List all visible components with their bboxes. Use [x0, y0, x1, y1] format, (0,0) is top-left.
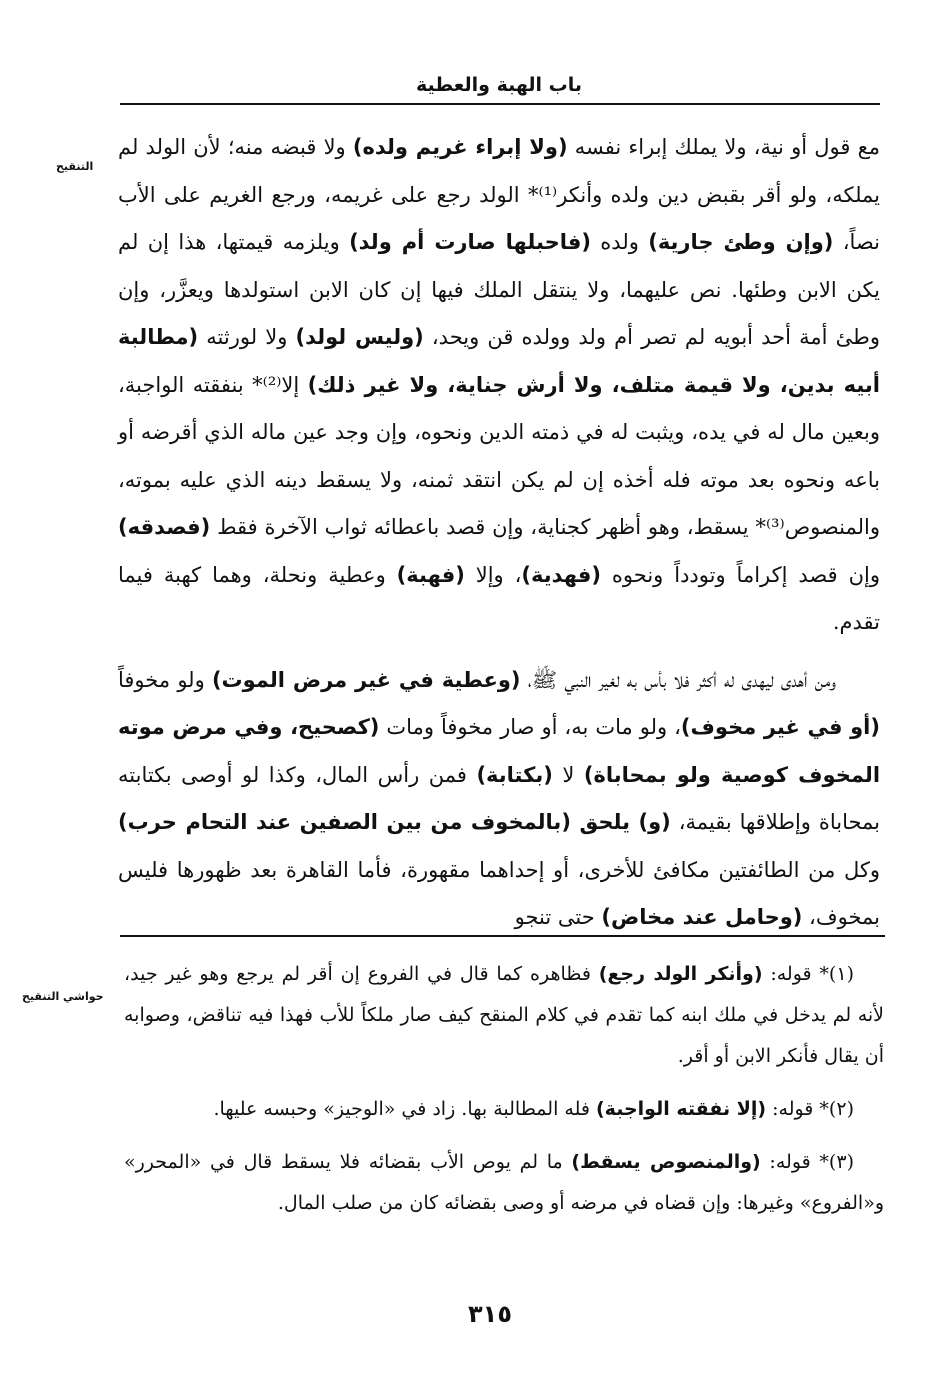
bold-text-run: (و) يلحق (بالمخوف من بين الصفين عند التحام حرب)	[118, 810, 671, 834]
text-run: (٢)* قوله:	[766, 1098, 854, 1120]
margin-label-notes: حواشي التنقيح	[22, 990, 104, 1003]
text-run: ومن أهدى ليهدى له أكثر فلا بأس به لغير النبي ﷺ،	[520, 667, 836, 692]
footnote-rule	[120, 935, 885, 937]
page-number: ٣١٥	[468, 1300, 512, 1328]
text-run: وعطية ونحلة، وهما كهبة فيما تقدم.	[118, 562, 880, 634]
main-paragraph	[118, 124, 880, 647]
bold-text-run: (فهبة)	[396, 562, 465, 587]
text-run: إلا⁽²⁾* بنفقته الواجبة، وبعين مال له في يده، ويثبت له في ذمته الدين ونحوه، وإن وجد عين ماله الذي أقرضه أو باعه ونحوه بعد موته فله أخذه إن لم يكن انتقد ثمنه، ولا يسقط دينه الذي عليه بموته، والمنصوص⁽³⁾* يسقط، وهو أظهر كجناية، وإن قصد باعطائه ثواب الآخرة فقط	[118, 372, 880, 539]
footnote	[124, 954, 884, 1077]
text-run: ، ولو مات به، أو صار مخوفاً ومات	[379, 715, 681, 739]
footnotes	[124, 954, 884, 1236]
text-run: فله المطالبة بها. زاد في «الوجيز» وحبسه عليها.	[213, 1098, 596, 1120]
text-run: ما لم يوص الأب بقضائه فلا يسقط قال في «المحرر» و«الفروع» وغيرها: وإن قضاه في مرضه أو وصى بقضائه كان من صلب المال.	[124, 1151, 884, 1214]
text-run: ، وإلا	[464, 562, 522, 587]
text-run: ولو مخوفاً	[118, 667, 212, 692]
bold-text-run: (وحامل عند مخاض)	[601, 905, 803, 929]
margin-label-main: التنقيح	[56, 160, 94, 173]
text-run: (٣)* قوله:	[760, 1151, 854, 1173]
text-run: ولا لورثته	[198, 325, 296, 349]
bold-text-run: (فصدقه)	[118, 515, 211, 539]
footnote	[124, 1142, 884, 1224]
bold-text-run: (مطالبة أبيه بدين، ولا قيمة متلف، ولا أرش جناية، ولا غير ذلك)	[118, 325, 880, 397]
bold-text-run: (إلا نفقته الواجبة)	[596, 1098, 767, 1120]
bold-text-run: (والمنصوص يسقط)	[571, 1151, 761, 1173]
main-paragraph	[118, 657, 880, 942]
text-run: لا	[552, 762, 584, 787]
text-run: مع قول أو نية، ولا يملك إبراء نفسه	[567, 135, 881, 159]
bold-text-run: (كصحيح، وفي مرض موته المخوف كوصية ولو بمحاباة)	[118, 715, 881, 787]
bold-text-run: (وعطية في غير مرض الموت)	[211, 667, 521, 692]
text-run: فظاهره كما قال في الفروع إن أقر لم يرجع وهو غير جيد، لأنه لم يدخل في ملك ابنه كما تقدم في كلام المنقح كيف صار ملكاً للأب فهذا فيه تناقض، وصوابه أن يقال فأنكر الابن أو أقر.	[124, 963, 884, 1067]
bold-text-run: (ولا إبراء غريم ولده)	[352, 135, 568, 159]
header-rule	[120, 103, 880, 105]
text-run: ولده	[590, 230, 649, 254]
footnote	[124, 1089, 884, 1130]
bold-text-run: (أو في غير مخوف)	[680, 715, 880, 739]
running-head: باب الهبة والعطية	[415, 74, 583, 96]
bold-text-run: (بكتابة)	[476, 762, 553, 787]
text-run: ولا قبضه منه؛ لأن الولد لم يملكه، ولو أقر بقبض دين ولده وأنكر⁽¹⁾* الولد رجع على غريمه، ورجع الغريم على الأب نصاً،	[118, 135, 881, 254]
text-run: وإن قصد إكراماً وتودداً ونحوه	[600, 562, 880, 587]
bold-text-run: (وليس لولد)	[295, 325, 424, 349]
bold-text-run: (فهدية)	[521, 562, 601, 587]
text-run: (١)* قوله:	[762, 963, 854, 985]
bold-text-run: (وأنكر الولد رجع)	[598, 963, 763, 985]
text-run: ويلزمه قيمتها، هذا إن لم يكن الابن وطئها. نص عليهما، ولا ينتقل الملك فيها إن كان الابن استولدها ويعزَّر، وإن وطئ أمة أحد أبويه لم تصر أم ولد وولده قن ويحد،	[118, 230, 880, 349]
bold-text-run: (وإن وطئ جارية)	[648, 230, 834, 254]
text-run: حتى تنجو	[514, 905, 602, 929]
text-run: وكل من الطائفتين مكافئ للأخرى، أو إحداهما مقهورة، فأما القاهرة بعد ظهورها فليس بمخوف،	[118, 857, 880, 929]
bold-text-run: (فاحبلها صارت أم ولد)	[349, 230, 591, 254]
text-run: فمن رأس المال، وكذا لو أوصى بكتابته بمحاباة وإطلاقها بقيمة،	[118, 762, 881, 834]
main-text	[118, 124, 880, 942]
